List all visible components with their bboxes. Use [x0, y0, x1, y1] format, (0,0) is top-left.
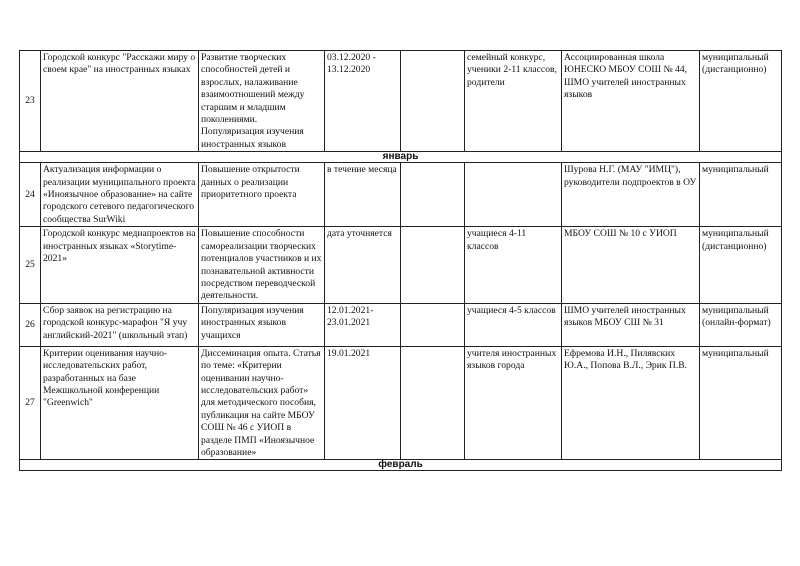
responsible-cell: Ефремова И.Н., Пилявских Ю.А., Попова В.Л., Эрик П.В.	[562, 346, 700, 460]
place-cell	[401, 227, 465, 303]
place-cell	[401, 163, 465, 227]
participants-cell: учителя иностранных языков города	[465, 346, 562, 460]
event-plan-table	[19, 50, 782, 471]
month-january: январь	[20, 152, 782, 163]
responsible-cell: Ассоциированная школа ЮНЕСКО МБОУ СОШ № 44, ШМО учителей иностранных языков	[562, 51, 700, 152]
goal-cell: Развитие творческих способностей детей и взрослых, налаживание взаимоотношений между старшим и младшим поколениями. Популяризация изучения иностранных языков	[199, 51, 325, 152]
responsible-cell: Шурова Н.Г. (МАУ "ИМЦ"), руководители подпроектов в ОУ	[562, 163, 700, 227]
participants-cell	[465, 163, 562, 227]
month-header-row	[20, 460, 782, 471]
responsible-cell: ШМО учителей иностранных языков МБОУ СШ № 31	[562, 303, 700, 346]
goal-cell: Диссеминация опыта. Статья по теме: «Критерии оценивании научно-исследовательских работ» для методического пособия, публикация на сайте МБОУ СОШ № 46 с УИОП в разделе ПМП «Иноязычное образование»	[199, 346, 325, 460]
table-row	[20, 51, 782, 152]
level-cell: муниципальный (онлайн-формат)	[700, 303, 782, 346]
goal-cell: Повышение открытости данных о реализации приоритетного проекта	[199, 163, 325, 227]
level-cell: муниципальный (дистанционно)	[700, 51, 782, 152]
date-cell: 12.01.2021-23.01.2021	[325, 303, 401, 346]
month-header-row	[20, 152, 782, 163]
row-number: 26	[20, 303, 41, 346]
place-cell	[401, 303, 465, 346]
table-row	[20, 227, 782, 303]
date-cell: дата уточняется	[325, 227, 401, 303]
responsible-cell: МБОУ СОШ № 10 с УИОП	[562, 227, 700, 303]
level-cell: муниципальный	[700, 346, 782, 460]
place-cell	[401, 346, 465, 460]
event-name-cell: Городской конкурс медиапроектов на иностранных языках «Storytime-2021»	[41, 227, 199, 303]
table-row	[20, 346, 782, 460]
level-cell: муниципальный	[700, 163, 782, 227]
table-row	[20, 303, 782, 346]
goal-cell: Популяризация изучения иностранных языков учащихся	[199, 303, 325, 346]
participants-cell: учащиеся 4-11 классов	[465, 227, 562, 303]
table-row	[20, 163, 782, 227]
participants-cell: семейный конкурс, ученики 2-11 классов, родители	[465, 51, 562, 152]
place-cell	[401, 51, 465, 152]
event-name-cell: Сбор заявок на регистрацию на городской конкурс-марафон "Я учу английский-2021" (школьный этап)	[41, 303, 199, 346]
event-name-cell: Критерии оценивания научно-исследовательских работ, разработанных на базе Межшкольной конференции "Greenwich"	[41, 346, 199, 460]
level-cell: муниципальный (дистанционно)	[700, 227, 782, 303]
row-number: 23	[20, 51, 41, 152]
date-cell: в течение месяца	[325, 163, 401, 227]
goal-cell: Повышение способности самореализации творческих потенциалов участников и их познавательной активности посредством переводческой деятельности.	[199, 227, 325, 303]
date-cell: 03.12.2020 - 13.12.2020	[325, 51, 401, 152]
date-cell: 19.01.2021	[325, 346, 401, 460]
row-number: 25	[20, 227, 41, 303]
participants-cell: учащиеся 4-5 классов	[465, 303, 562, 346]
event-name-cell: Актуализация информации о реализации муниципального проекта «Иноязычное образование» на сайте городского сетевого педагогического сообщества SurWiki	[41, 163, 199, 227]
row-number: 27	[20, 346, 41, 460]
row-number: 24	[20, 163, 41, 227]
month-february: февраль	[20, 460, 782, 471]
event-name-cell: Городской конкурс "Расскажи миру о своем крае" на иностранных языках	[41, 51, 199, 152]
